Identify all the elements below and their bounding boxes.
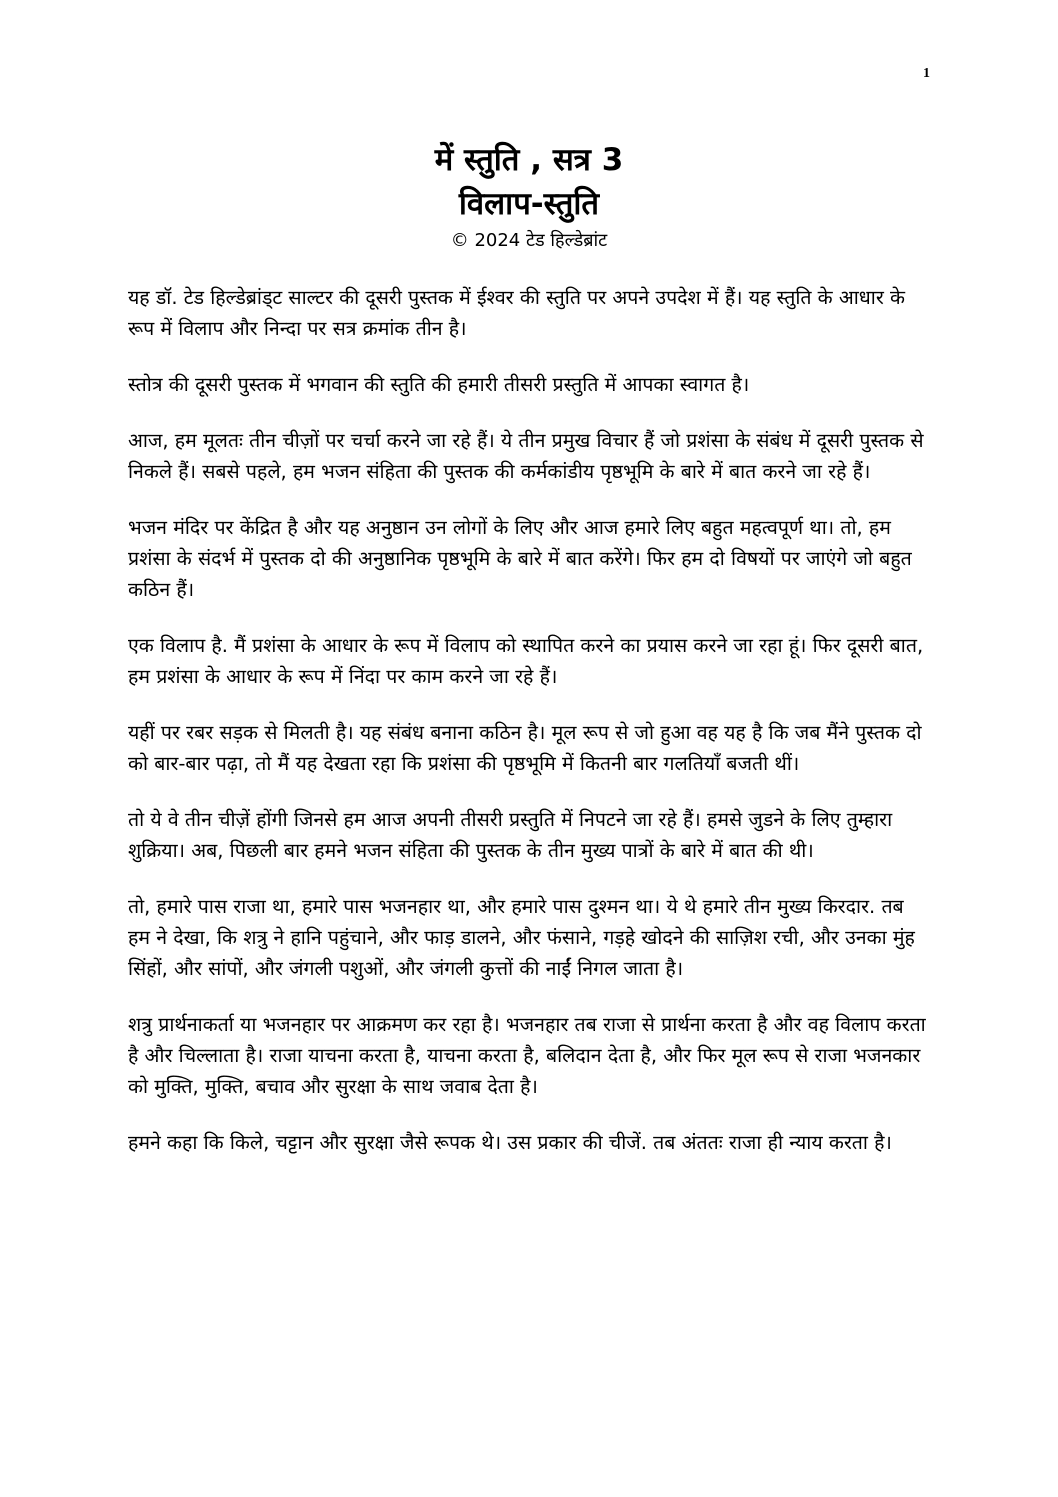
paragraph-2: स्तोत्र की दूसरी पुस्तक में भगवान की स्तुति की हमारी तीसरी प्रस्तुति में आपका स्वागत है। xyxy=(128,373,750,396)
document-title: में स्तुति , सत्र 3 xyxy=(434,142,624,178)
paragraph-9: शत्रु प्रार्थनाकर्ता या भजनहार पर आक्रमण कर रहा है। भजनहार तब राजा से प्रार्थना करता है और वह विलाप करता है और चिल्लाता है। राजा याचना करता है, याचना करता है, बलिदान देता है, और फिर मूल रूप से राजा भजनकार को मुक्ति, मुक्ति, बचाव और सुरक्षा के साथ जवाब देता है। xyxy=(128,1013,926,1098)
paragraph-5: एक विलाप है. मैं प्रशंसा के आधार के रूप में विलाप को स्थापित करने का प्रयास करने जा रहा हूं। फिर दूसरी बात, हम प्रशंसा के आधार के रूप में निंदा पर काम करने जा रहे हैं। xyxy=(128,634,924,688)
paragraph-3: आज, हम मूलतः तीन चीज़ों पर चर्चा करने जा रहे हैं। ये तीन प्रमुख विचार हैं जो प्रशंसा के संबंध में दूसरी पुस्तक से निकले हैं। सबसे पहले, हम भजन संहिता की पुस्तक की कर्मकांडीय पृष्ठभूमि के बारे में बात करने जा रहे हैं। xyxy=(128,429,924,483)
copyright-line: © 2024 टेड हिल्डेब्रांट xyxy=(450,230,608,251)
document-subtitle: विलाप-स्तुति xyxy=(458,186,600,222)
page-number: 1 xyxy=(923,66,930,81)
paragraph-4: भजन मंदिर पर केंद्रित है और यह अनुष्ठान उन लोगों के लिए और आज हमारे लिए बहुत महत्वपूर्ण था। तो, हम प्रशंसा के संदर्भ में पुस्तक दो की अनुष्ठानिक पृष्ठभूमि के बारे में बात करेंगे। फिर हम दो विषयों पर जाएंगे जो बहुत कठिन हैं। xyxy=(128,516,912,601)
paragraph-7: तो ये वे तीन चीज़ें होंगी जिनसे हम आज अपनी तीसरी प्रस्तुति में निपटने जा रहे हैं। हमसे जुडने के लिए तुम्हारा शुक्रिया। अब, पिछली बार हमने भजन संहिता की पुस्तक के तीन मुख्य पात्रों के बारे में बात की थी। xyxy=(128,808,893,862)
paragraph-8: तो, हमारे पास राजा था, हमारे पास भजनहार था, और हमारे पास दुश्मन था। ये थे हमारे तीन मुख्य किरदार. तब हम ने देखा, कि शत्रु ने हानि पहुंचाने, और फाड़ डालने, और फंसाने, गड़हे खोदने की साज़िश रची, और उनका मुंह सिंहों, और सांपों, और जंगली पशुओं, और जंगली कुत्तों की नाईं निगल जाता है। xyxy=(128,895,915,980)
document-body xyxy=(128,282,930,1183)
paragraph-10: हमने कहा कि किले, चट्टान और सुरक्षा जैसे रूपक थे। उस प्रकार की चीजें. तब अंततः राजा ही न्याय करता है। xyxy=(128,1131,892,1154)
paragraph-1: यह डॉ. टेड हिल्डेब्रांड्ट साल्टर की दूसरी पुस्तक में ईश्वर की स्तुति पर अपने उपदेश में हैं। यह स्तुति के आधार के रूप में विलाप और निन्दा पर सत्र क्रमांक तीन है। xyxy=(128,286,905,340)
title-block xyxy=(0,138,1058,254)
paragraph-6: यहीं पर रबर सड़क से मिलती है। यह संबंध बनाना कठिन है। मूल रूप से जो हुआ वह यह है कि जब मैंने पुस्तक दो को बार-बार पढ़ा, तो मैं यह देखता रहा कि प्रशंसा की पृष्ठभूमि में कितनी बार गलतियाँ बजती थीं। xyxy=(128,721,922,775)
